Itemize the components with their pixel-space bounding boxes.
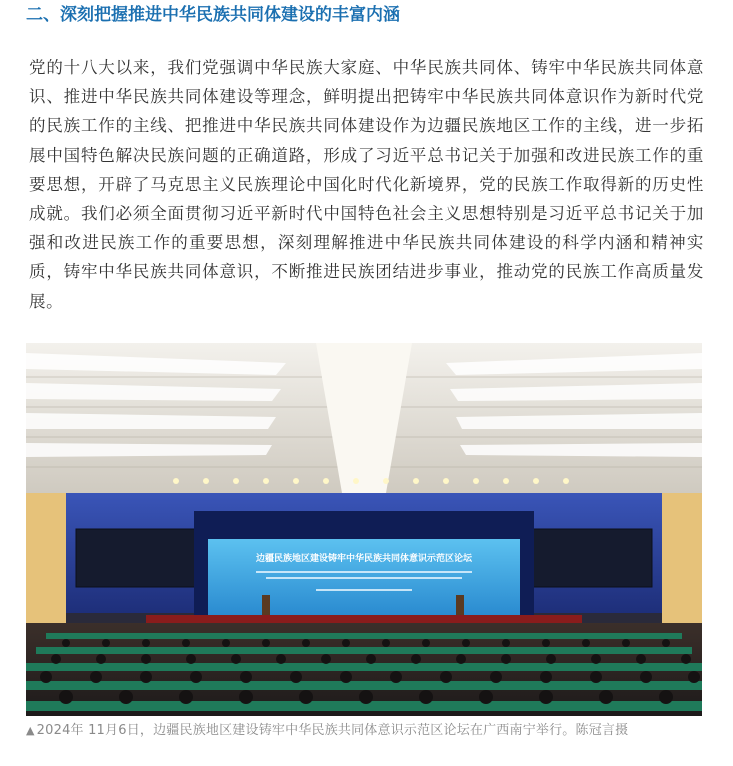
podium-left: [262, 595, 270, 615]
section-heading: 二、深刻把握推进中华民族共同体建设的丰富内涵: [26, 5, 400, 25]
photo-caption: [26, 720, 726, 742]
right-side-screen: [532, 529, 652, 587]
caption-triangle-icon: ▲: [26, 724, 35, 737]
main-screen-title: 边疆民族地区建设铸牢中华民族共同体意识示范区论坛: [255, 554, 473, 564]
left-side-screen: [76, 529, 196, 587]
conference-hall-illustration: [26, 343, 702, 716]
caption-text: 2024年 11月6日，边疆民族地区建设铸牢中华民族共同体意识示范区论坛在广西南宁举行。陈冠言摄: [36, 723, 629, 738]
article-paragraph: 党的十八大以来，我们党强调中华民族大家庭、中华民族共同体、铸牢中华民族共同体意识、推进中华民族共同体建设等理念，鲜明提出把铸牢中华民族共同体意识作为新时代党的民族工作的主线、把推进中华民族共同体建设作为边疆民族地区工作的主线，进一步拓展中国特色解决民族问题的正确道路，形成了习近平总书记关于加强和改进民族工作的重要思想，开辟了马克思主义民族理论中国化时代化新境界，党的民族工作取得新的历史性成就。我们必须全面贯彻习近平新时代中国特色社会主义思想特别是习近平总书记关于加强和改进民族工作的重要思想，深刻理解推进中华民族共同体建设的科学内涵和精神实质，铸牢中华民族共同体意识，不断推进民族团结进步事业，推动党的民族工作高质量发展。: [29, 58, 704, 311]
left-wall-panel: [26, 493, 66, 623]
right-wall-panel: [662, 493, 702, 623]
podium-right: [456, 595, 464, 615]
conference-photo: [26, 343, 702, 716]
